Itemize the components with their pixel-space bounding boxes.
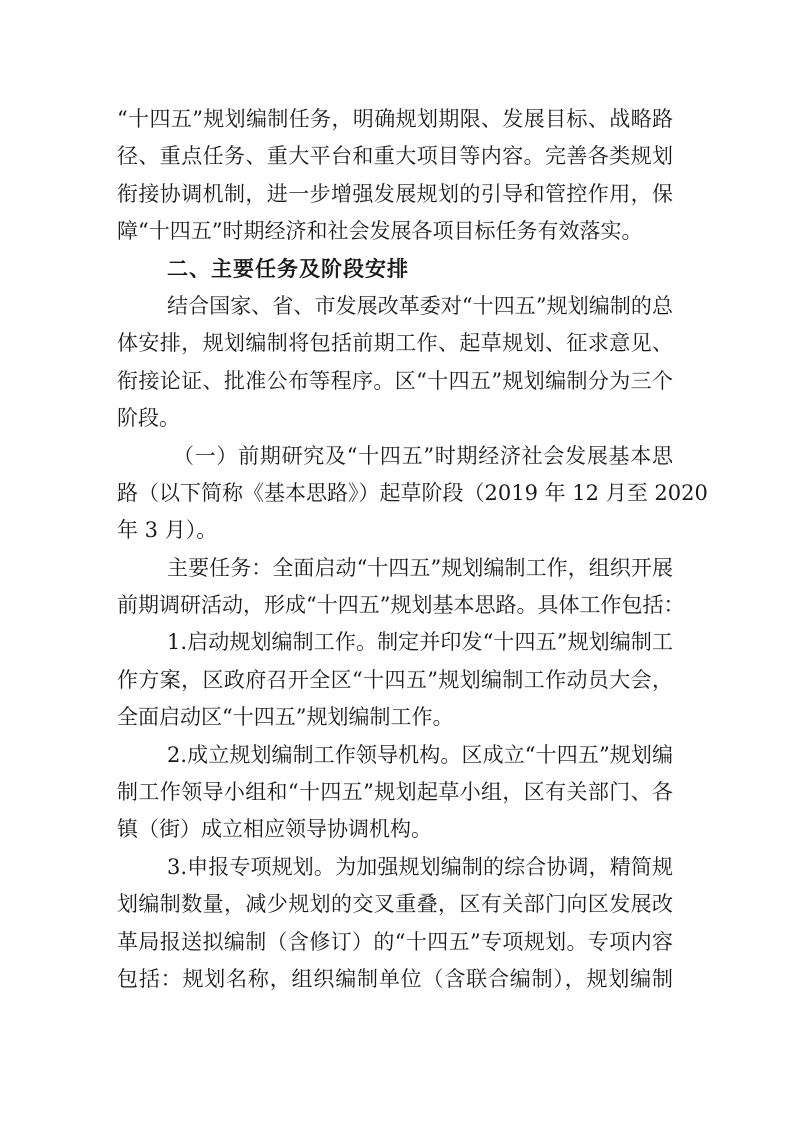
paragraph-intro-continuation [117, 101, 673, 251]
list-item-1 [117, 624, 673, 736]
text-line: 体安排，规划编制将包括前期工作、起草规划、征求意见、 [117, 331, 673, 356]
text-line: 划编制数量，减少规划的交叉重叠，区有关部门向区发展改 [117, 892, 673, 917]
paragraph-main-tasks [117, 550, 685, 625]
section-heading [117, 251, 673, 288]
subsection-title-line: （一）前期研究及“十四五”时期经济社会发展基本思 [173, 443, 673, 468]
list-item-2 [117, 737, 673, 849]
text-line: 前期调研活动，形成“十四五”规划基本思路。具体工作包括： [117, 593, 685, 618]
document-page [117, 101, 708, 998]
text-line: 阶段。 [117, 406, 180, 431]
text-line: 主要任务：全面启动“十四五”规划编制工作，组织开展 [167, 555, 673, 580]
text-line: “十四五”规划编制任务，明确规划期限、发展目标、战略路 [117, 107, 673, 131]
text-line: 作方案，区政府召开全区“十四五”规划编制工作动员大会， [117, 667, 673, 692]
text-line: 镇（街）成立相应领导协调机构。 [117, 817, 432, 842]
text-line: 全面启动区“十四五”规划编制工作。 [117, 705, 454, 730]
text-line: 结合国家、省、市发展改革委对“十四五”规划编制的总 [167, 293, 673, 318]
text-line: 1.启动规划编制工作。制定并印发“十四五”规划编制工 [167, 630, 673, 655]
subsection-title-line: 路（以下简称《基本思路》）起草阶段（2019 年 12 月至 2020 [117, 480, 708, 505]
text-line: 包括：规划名称，组织编制单位（含联合编制），规划编制 [117, 966, 673, 991]
subsection-heading [117, 438, 708, 550]
text-line: 径、重点任务、重大平台和重大项目等内容。完善各类规划 [117, 144, 673, 169]
text-line: 衔接论证、批准公布等程序。区“十四五”规划编制分为三个 [117, 368, 673, 393]
section-title: 二、主要任务及阶段安排 [167, 256, 409, 281]
text-line: 2.成立规划编制工作领导机构。区成立“十四五”规划编 [167, 742, 673, 767]
text-line: 衔接协调机制，进一步增强发展规划的引导和管控作用，保 [117, 181, 673, 206]
paragraph-section-intro [117, 288, 673, 438]
text-line: 3.申报专项规划。为加强规划编制的综合协调，精简规 [167, 854, 673, 879]
text-line: 革局报送拟编制（含修订）的“十四五”专项规划。专项内容 [117, 929, 673, 954]
subsection-title-line: 年 3 月）。 [117, 518, 218, 543]
text-line: 障“十四五”时期经济和社会发展各项目标任务有效落实。 [117, 219, 643, 244]
text-line: 制工作领导小组和“十四五”规划起草小组，区有关部门、各 [117, 780, 673, 805]
list-item-3 [117, 849, 673, 999]
